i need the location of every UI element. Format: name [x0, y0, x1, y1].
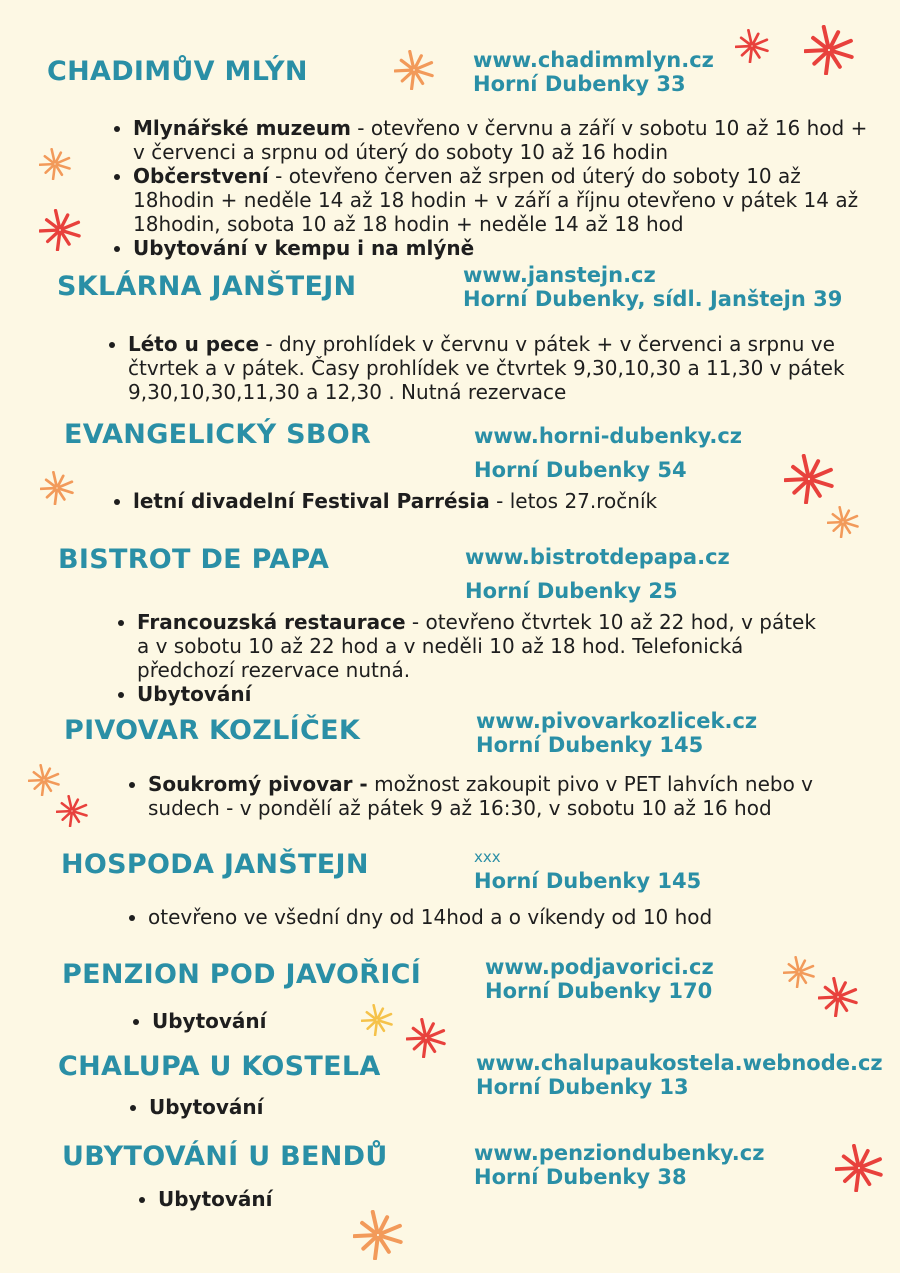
address: Horní Dubenky 54: [474, 458, 687, 482]
list-item: • Ubytování v kempu i na mlýně: [133, 236, 878, 260]
item-list: [113, 116, 878, 260]
section-info: [465, 540, 730, 608]
section-title: PENZION POD JAVOŘICÍ: [62, 959, 422, 990]
section-title: EVANGELICKÝ SBOR: [64, 419, 372, 450]
list-item: • Léto u pece - dny prohlídek v červnu v pátek + v červenci a srpnu ve čtvrtek a v pátek. Časy prohlídek ve čtvrtek 9,30,10,30 a 11,30 v pátek 9,30,10,30,11,30 a 12,30 . Nutná rezervace: [128, 332, 868, 404]
website-link[interactable]: www.chadimmlyn.cz: [473, 48, 714, 72]
address: Horní Dubenky 170: [485, 979, 713, 1003]
item-list: [129, 1095, 449, 1119]
address: Horní Dubenky 25: [465, 579, 678, 603]
section-title: BISTROT DE PAPA: [58, 544, 330, 575]
starburst-icon: [784, 454, 834, 504]
section-info: [474, 419, 742, 487]
list-item: • Ubytování: [158, 1187, 458, 1211]
section-title: UBYTOVÁNÍ U BENDŮ: [62, 1141, 388, 1172]
list-item: • Ubytování: [137, 682, 827, 706]
list-item: • Ubytování: [149, 1095, 449, 1119]
address: Horní Dubenky, sídl. Janštejn 39: [463, 287, 843, 311]
starburst-icon: [56, 795, 88, 827]
section-info: [476, 1051, 883, 1099]
starburst-icon: [39, 148, 71, 180]
website-link[interactable]: www.bistrotdepapa.cz: [465, 545, 730, 569]
item-list: [128, 772, 888, 820]
address: Horní Dubenky 38: [474, 1165, 687, 1189]
starburst-icon: [28, 764, 60, 796]
item-list: [113, 489, 773, 513]
section-info: [476, 709, 757, 757]
section-title: PIVOVAR KOZLÍČEK: [64, 715, 361, 746]
item-list: [132, 1009, 452, 1033]
website-link[interactable]: www.podjavorici.cz: [485, 955, 714, 979]
starburst-icon: [394, 50, 434, 90]
starburst-icon: [39, 209, 81, 251]
address: Horní Dubenky 145: [474, 869, 702, 893]
list-item: • Ubytování: [152, 1009, 452, 1033]
website-link[interactable]: xxx: [474, 848, 501, 866]
section-title: HOSPODA JANŠTEJN: [61, 849, 369, 880]
starburst-icon: [406, 1018, 446, 1058]
website-link[interactable]: www.penziondubenky.cz: [474, 1141, 765, 1165]
section-title: CHALUPA U KOSTELA: [58, 1051, 381, 1082]
list-item: • Soukromý pivovar - možnost zakoupit pivo v PET lahvích nebo v sudech - v pondělí až pátek 9 až 16:30, v sobotu 10 až 16 hod: [148, 772, 888, 820]
starburst-icon: [818, 977, 858, 1017]
starburst-icon: [735, 29, 769, 63]
website-link[interactable]: www.horni-dubenky.cz: [474, 424, 743, 448]
list-item: • letní divadelní Festival Parrésia - letos 27.ročník: [133, 489, 773, 513]
item-list: [108, 332, 868, 404]
address: Horní Dubenky 13: [476, 1075, 689, 1099]
starburst-icon: [40, 471, 74, 505]
item-list: [128, 905, 848, 929]
section-info: [485, 955, 714, 1003]
section-info: [463, 263, 842, 311]
starburst-icon: [835, 1144, 883, 1192]
website-link[interactable]: www.janstejn.cz: [463, 263, 656, 287]
address: Horní Dubenky 33: [473, 72, 686, 96]
list-item: • Občerstvení - otevřeno červen až srpen od úterý do soboty 10 až 18hodin + neděle 14 až 18 hodin + v září a říjnu otevřeno v pátek 14 až 18hodin, sobota 10 až 18 hodin + neděle 14 až 18 hod: [133, 164, 878, 236]
section-info: [473, 48, 714, 96]
starburst-icon: [361, 1004, 393, 1036]
section-info: [474, 1141, 764, 1189]
address: Horní Dubenky 145: [476, 733, 704, 757]
section-info: [474, 845, 701, 893]
list-item: • Francouzská restaurace - otevřeno čtvrtek 10 až 22 hod, v pátek a v sobotu 10 až 22 hod a v neděli 10 až 18 hod. Telefonická předchozí rezervace nutná.: [137, 610, 827, 682]
item-list: [117, 610, 827, 706]
item-list: [138, 1187, 458, 1211]
section-title: SKLÁRNA JANŠTEJN: [57, 271, 357, 302]
list-item: • otevřeno ve všední dny od 14hod a o víkendy od 10 hod: [148, 905, 848, 929]
website-link[interactable]: www.chalupaukostela.webnode.cz: [476, 1051, 883, 1075]
list-item: • Mlynářské muzeum - otevřeno v červnu a září v sobotu 10 až 16 hod + v červenci a srpnu od úterý do soboty 10 až 16 hodin: [133, 116, 878, 164]
starburst-icon: [783, 956, 815, 988]
starburst-icon: [804, 25, 854, 75]
website-link[interactable]: www.pivovarkozlicek.cz: [476, 709, 758, 733]
starburst-icon: [827, 506, 859, 538]
section-title: CHADIMŮV MLÝN: [47, 56, 308, 87]
starburst-icon: [353, 1210, 403, 1260]
